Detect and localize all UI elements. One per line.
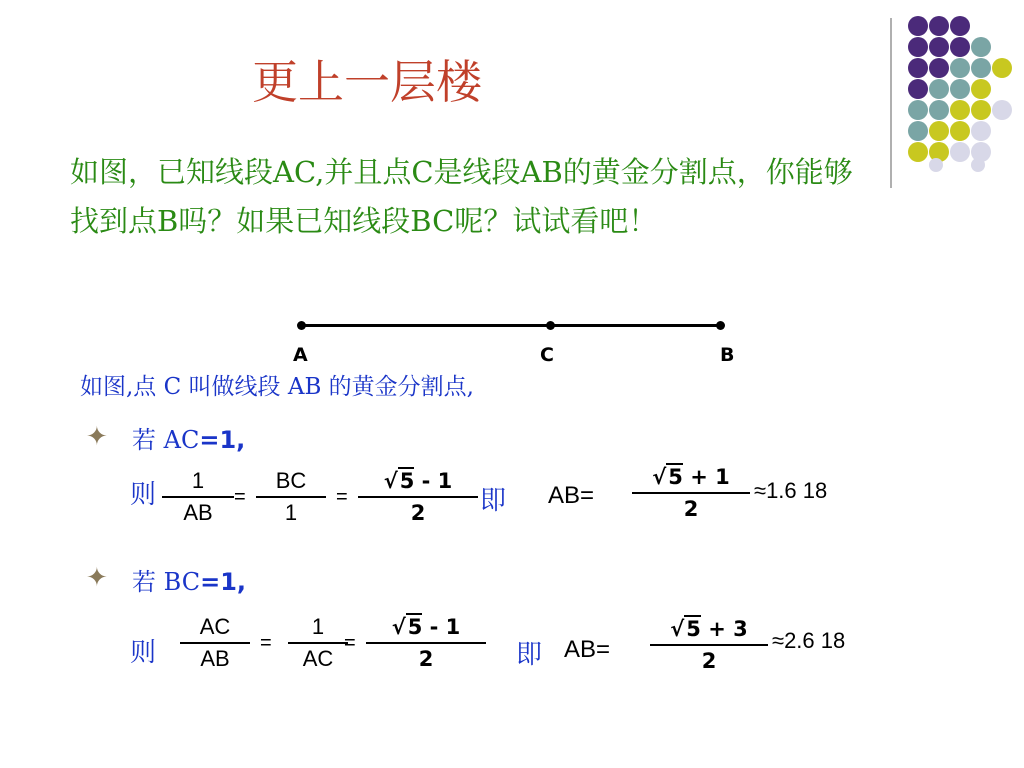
decor-dot	[908, 79, 928, 99]
case2-f1-den: AB	[200, 646, 230, 671]
decor-dot	[992, 58, 1012, 78]
case2-fraction-1	[180, 612, 250, 674]
case2-f4-radical: 5	[686, 617, 701, 641]
decor-dot	[950, 37, 970, 57]
case1-fraction-2	[256, 466, 326, 528]
decor-dot	[971, 58, 991, 78]
decor-dot	[929, 79, 949, 99]
point-b-dot	[716, 321, 725, 330]
case2-condition-value: =1,	[200, 568, 247, 596]
decor-dot	[971, 100, 991, 120]
case2-ji: 即	[516, 640, 543, 670]
caption-text: 如图,点 C 叫做线段 AB 的黄金分割点,	[80, 374, 474, 400]
decor-dot	[971, 79, 991, 99]
point-b-label: B	[720, 344, 735, 366]
decor-dot	[929, 121, 949, 141]
case2-fraction-3	[366, 612, 486, 674]
intro-text: 如图，已知线段AC,并且点C是线段AB的黄金分割点，你能够找到点B吗？如果已知线段BC呢？试试看吧！	[70, 155, 853, 238]
case2-f2-num: 1	[311, 614, 325, 639]
vertical-separator	[890, 18, 892, 188]
case2-condition-prefix: 若 BC	[132, 568, 201, 596]
case1-f2-num: BC	[275, 468, 307, 493]
case1-eq1: =	[234, 486, 246, 508]
case2-eq1: =	[260, 632, 272, 654]
decor-dot	[908, 58, 928, 78]
slide-title: 更上一层楼	[252, 55, 482, 109]
decor-dot	[950, 121, 970, 141]
case1-f4-op: + 1	[690, 465, 730, 489]
case1-f3-den: 2	[410, 501, 426, 525]
case1-f1-num: 1	[191, 468, 205, 493]
case1-ji: 即	[480, 486, 507, 516]
decor-dot	[950, 79, 970, 99]
case2-f4-den: 2	[701, 649, 717, 673]
case1-fraction-1	[162, 466, 234, 528]
case1-condition-value: =1,	[199, 426, 246, 454]
case2-approx: ≈2.6 18	[772, 628, 846, 653]
decor-dot	[950, 100, 970, 120]
decor-dot	[929, 16, 949, 36]
case1-f2-den: 1	[284, 500, 298, 525]
point-a-dot	[297, 321, 306, 330]
case2-condition	[132, 562, 246, 597]
decor-dot	[908, 16, 928, 36]
decor-dot	[908, 142, 928, 162]
decor-dot	[929, 58, 949, 78]
point-c-dot	[546, 321, 555, 330]
case2-f3-den: 2	[418, 647, 434, 671]
case1-approx: ≈1.6 18	[754, 478, 828, 503]
case2-f3-radical: 5	[407, 615, 423, 639]
case2-eq2: =	[344, 632, 356, 654]
case1-f3-num: √5 - 1	[383, 469, 453, 493]
case1-fraction-3	[358, 466, 478, 528]
case1-then: 则	[130, 480, 157, 510]
decor-dot	[971, 158, 985, 172]
case2-f1-num: AC	[199, 614, 231, 639]
case1-f3-radical: 5	[399, 469, 415, 493]
segment-ab	[302, 324, 720, 327]
case2-f3-op: - 1	[429, 615, 461, 639]
case1-fraction-4	[632, 462, 750, 524]
case1-f4-radical: 5	[668, 465, 683, 489]
case1-f4-num: √5 + 1	[652, 465, 730, 489]
decor-dot	[992, 100, 1012, 120]
decor-dot	[908, 37, 928, 57]
case1-f4-den: 2	[683, 497, 699, 521]
case2-fraction-4	[650, 614, 768, 676]
decor-dot	[950, 142, 970, 162]
decor-dot	[971, 37, 991, 57]
case1-ab: AB=	[548, 482, 595, 509]
decor-dot	[950, 16, 970, 36]
case2-fraction-2	[288, 612, 348, 674]
case1-eq2: =	[336, 486, 348, 508]
decor-dot	[929, 37, 949, 57]
decor-dot	[908, 100, 928, 120]
case2-f4-num: √5 + 3	[670, 617, 748, 641]
case2-f4-op: + 3	[708, 617, 748, 641]
point-a-label: A	[293, 344, 308, 366]
decor-dot	[950, 58, 970, 78]
case1-condition-prefix: 若 AC	[132, 426, 200, 454]
case2-f2-den: AC	[302, 646, 334, 671]
decor-dot	[908, 121, 928, 141]
case1-f1-den: AB	[183, 500, 213, 525]
star-bullet-icon: ✦	[86, 563, 108, 593]
case1-condition	[132, 420, 245, 455]
point-c-label: C	[540, 344, 554, 366]
case2-then: 则	[130, 638, 157, 668]
decorative-dot-grid	[900, 12, 1020, 172]
star-bullet-icon: ✦	[86, 422, 108, 452]
case2-ab: AB=	[564, 636, 611, 663]
decor-dot	[971, 121, 991, 141]
decor-dot	[929, 158, 943, 172]
case2-f3-num: √5 - 1	[391, 615, 461, 639]
case1-f3-op: - 1	[421, 469, 453, 493]
decor-dot	[929, 100, 949, 120]
